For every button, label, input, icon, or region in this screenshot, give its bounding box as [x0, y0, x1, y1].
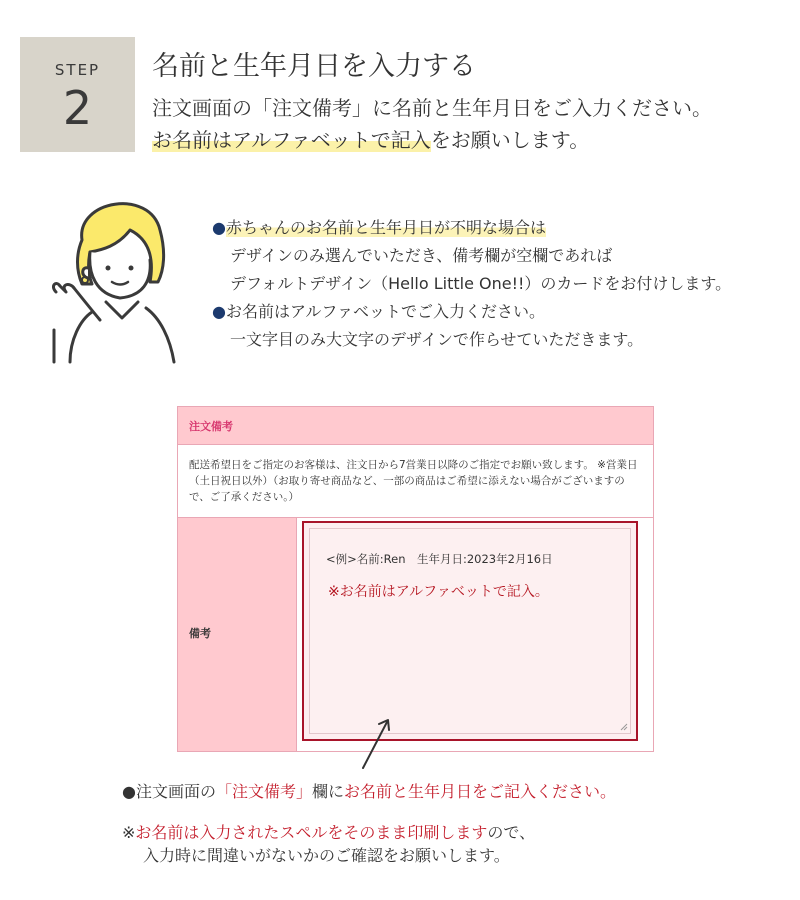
bullet-icon: ● [212, 218, 226, 237]
instruction-line-2 [152, 124, 589, 153]
step-number: 2 [62, 81, 93, 135]
delivery-note [178, 445, 653, 518]
note-item-2 [212, 298, 731, 326]
footer-warning [122, 820, 535, 843]
step-badge [20, 37, 135, 152]
remarks-textarea-inner[interactable] [309, 528, 631, 734]
arrow-up-right-icon [355, 712, 400, 772]
note-line: デザインのみ選んでいただき、備考欄が空欄であれば [230, 246, 613, 265]
footer-red-text: お名前は入力されたスペルをそのまま印刷します [135, 823, 488, 842]
form-header-label: 注文備考 [189, 420, 233, 433]
note-text: お名前はアルファベットでご入力ください。 [225, 302, 546, 321]
footer-text: ※ [122, 823, 136, 842]
footer-warning-line: 入力時に間違いがないかのご確認をお願いします。 [143, 846, 510, 865]
note-line: デフォルトデザイン（Hello Little One!!）のカードをお付けします。 [230, 274, 732, 293]
note-item-1 [212, 214, 731, 242]
step-label: STEP [54, 61, 101, 79]
notes-list [212, 214, 731, 354]
instruction-line-1: 注文画面の「注文備考」に名前と生年月日をご入力ください。 [152, 96, 712, 120]
remarks-label-cell [178, 518, 297, 751]
form-header [178, 407, 653, 445]
footer-red-text: 「注文備考」 [215, 782, 312, 801]
example-text: <例>名前:Ren 生年月日:2023年2月16日 [326, 552, 553, 566]
footer-text: 欄に [311, 782, 344, 801]
delivery-note-text: 配送希望日をご指定のお客様は、注文日から7営業日以降のご指定でお願い致します。 ※営業日（土日祝日以外）（お取り寄せ商品など、一部の商品はご希望に添えない場合がございますので、ご了承ください。） [189, 459, 638, 503]
note-highlight: 赤ちゃんのお名前と生年月日が不明な場合は [225, 218, 546, 237]
note-line: 一文字目のみ大文字のデザインで作らせていただきます。 [230, 330, 644, 349]
footer-instruction [122, 779, 616, 802]
instruction-rest: をお願いします。 [430, 128, 590, 152]
bullet-icon: ● [212, 302, 226, 321]
footer-text: ●注文画面の [122, 782, 216, 801]
page-title: 名前と生年月日を入力する [152, 51, 476, 82]
footer-text: ので、 [487, 823, 536, 842]
remarks-label: 備考 [189, 627, 211, 640]
resize-handle-icon[interactable] [620, 723, 628, 731]
remarks-textarea[interactable] [302, 521, 638, 741]
example-warning: ※お名前はアルファベットで記入。 [328, 584, 549, 600]
order-note-form [177, 406, 654, 752]
footer-red-text: お名前と生年月日をご記入ください。 [344, 782, 617, 801]
woman-waving-illustration [30, 190, 190, 365]
instruction-highlight: お名前はアルファベットで記入 [152, 128, 431, 152]
